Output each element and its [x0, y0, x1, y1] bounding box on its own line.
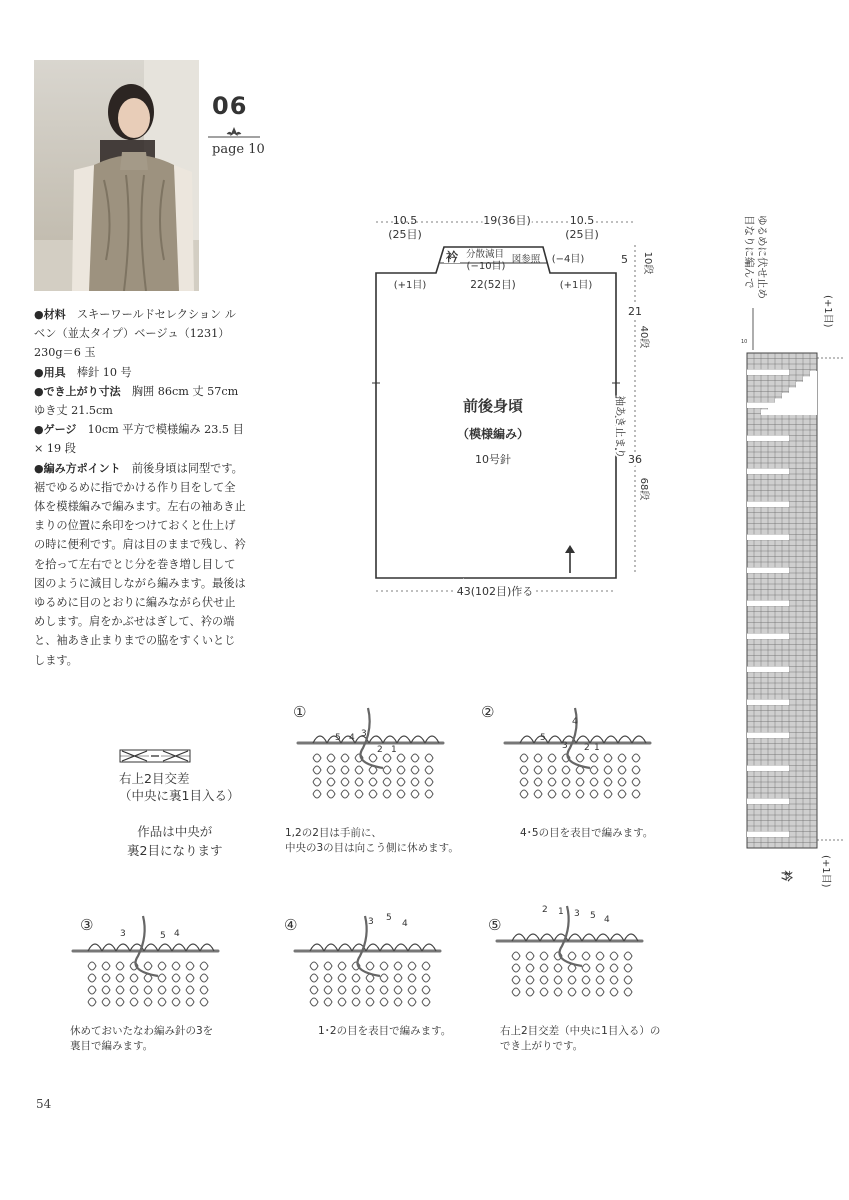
svg-text:5: 5: [590, 911, 596, 921]
dim-right-bot-rows: 68段: [638, 477, 649, 501]
collar-chart: [735, 210, 845, 900]
armhole-note: 袖あき止まり: [614, 395, 626, 459]
dim-top-left-sts: (25目): [388, 228, 422, 241]
chart-plus-top: (+1目): [822, 295, 833, 328]
dim-top-right-sts: (25目): [565, 228, 599, 241]
svg-text:1: 1: [558, 907, 564, 917]
dim-top-right: 10.5: [569, 214, 595, 227]
needle-size: 10号針: [475, 453, 511, 466]
svg-text:2: 2: [584, 743, 590, 753]
chart-collar-label: 衿: [780, 870, 793, 882]
svg-text:4: 4: [402, 919, 408, 929]
spec-material: ●材料 スキーワールドセレクション ルベン（並太タイプ）ベージュ（1231）230g＝6 玉: [34, 308, 236, 360]
center-note: 作品は中央が 裏2目になります: [127, 824, 223, 858]
step-4-illustration: [290, 896, 450, 1021]
svg-text:5: 5: [160, 931, 166, 941]
svg-text:3: 3: [574, 909, 580, 919]
step-3-number: ③: [80, 916, 94, 934]
step-2-caption: 4･5の目を表目で編みます。: [520, 827, 654, 839]
svg-text:4: 4: [604, 915, 610, 925]
step-4-number: ④: [284, 916, 298, 934]
step-2-number: ②: [481, 703, 495, 721]
svg-text:2: 2: [377, 745, 383, 755]
step-5-number: ⑤: [488, 916, 502, 934]
step-2-illustration: [500, 688, 660, 818]
dim-right-mid-rows: 40段: [638, 325, 649, 349]
page-number: 54: [36, 1097, 52, 1111]
step-3-illustration: [68, 896, 228, 1021]
step-1-caption: 1,2の2目は手前に、 中央の3の目は向こう側に休めます。: [285, 827, 459, 854]
svg-text:1: 1: [594, 743, 600, 753]
collar-note-2: (−10目): [466, 261, 506, 272]
chart-row-num: 10: [741, 339, 748, 345]
step-1-illustration: [293, 688, 453, 818]
spec-tools: ●用具 棒針 10 号: [34, 365, 132, 379]
plus1-left: (+1目): [393, 280, 427, 291]
step-1-number: ①: [293, 703, 307, 721]
specifications: [34, 305, 246, 670]
dim-right-top-rows: 10段: [642, 251, 653, 275]
ornament-icon: [208, 125, 260, 139]
model-photo: [34, 60, 199, 291]
svg-text:4: 4: [349, 733, 355, 743]
svg-text:4: 4: [174, 929, 180, 939]
chart-note-2: ゆるめに伏せ止め: [756, 215, 768, 299]
svg-text:3: 3: [361, 729, 367, 739]
collar-minus4: (−4目): [551, 254, 585, 265]
step-3-caption: 休めておいたなわ編み針の3を 裏目で編みます。: [70, 1025, 214, 1052]
svg-text:3: 3: [562, 741, 568, 751]
collar-base: 22(52目): [470, 279, 516, 291]
body-title: 前後身頃: [462, 397, 524, 415]
page-reference: page 10: [212, 142, 265, 157]
step-5-illustration: [492, 886, 652, 1016]
plus1-right: (+1目): [559, 280, 593, 291]
dim-right-mid-cm: 21: [628, 305, 642, 318]
step-5-caption: 右上2目交差（中央に1目入る）の でき上がりです。: [500, 1025, 661, 1052]
svg-text:5: 5: [386, 913, 392, 923]
spec-gauge: ●ゲージ 10cm 平方で模様編み 23.5 目× 19 段: [34, 423, 244, 456]
spec-points: ●編み方ポイント 前後身頃は同型です。裾でゆるめに指でかける作り目をして全体を模様編みで編みます。左右の袖あき止まりの位置に糸印をつけておくと仕上げの時に便利です。肩は目のままで残し、衿を拾って左右でとじ分を巻き増し目して図のように減目しながら編みます。最後はゆるめに目のとおりに編みながら伏せ止めします。肩をかぶせはぎして、衿の端と、袖あき止まりまでの脇をすくいとじします。: [34, 461, 246, 667]
svg-text:2: 2: [542, 905, 548, 915]
svg-text:4: 4: [572, 717, 578, 727]
chart-note-1: 目なりに編んで: [743, 215, 755, 289]
dim-top-left: 10.5: [392, 214, 418, 227]
dim-top-center: 19(36目): [483, 214, 531, 227]
cable-symbol-icon: [119, 748, 191, 764]
body-sub: （模様編み）: [456, 427, 530, 441]
body-schematic: [360, 205, 660, 605]
spec-size: ●でき上がり寸法 胸囲 86cm 丈 57cm ゆき丈 21.5cm: [34, 384, 239, 418]
pattern-number: 06: [212, 92, 248, 120]
svg-text:1: 1: [391, 745, 397, 755]
collar-note-3: 図参照: [511, 254, 541, 265]
collar-label: 衿: [445, 250, 459, 264]
svg-text:5: 5: [335, 733, 341, 743]
dim-right-top-cm: 5: [621, 253, 628, 266]
step-4-caption: 1･2の目を表目で編みます。: [318, 1025, 452, 1037]
dim-bottom: 43(102目)作る: [456, 585, 534, 598]
chart-plus-bottom: (+1目): [820, 855, 831, 888]
svg-text:5: 5: [540, 733, 546, 743]
cable-label: 右上2目交差 （中央に裏1目入る）: [119, 771, 240, 803]
collar-note-1: 分散減目: [465, 249, 505, 260]
svg-text:3: 3: [120, 929, 126, 939]
svg-text:3: 3: [368, 917, 374, 927]
dim-right-bot-cm: 36: [628, 453, 642, 466]
